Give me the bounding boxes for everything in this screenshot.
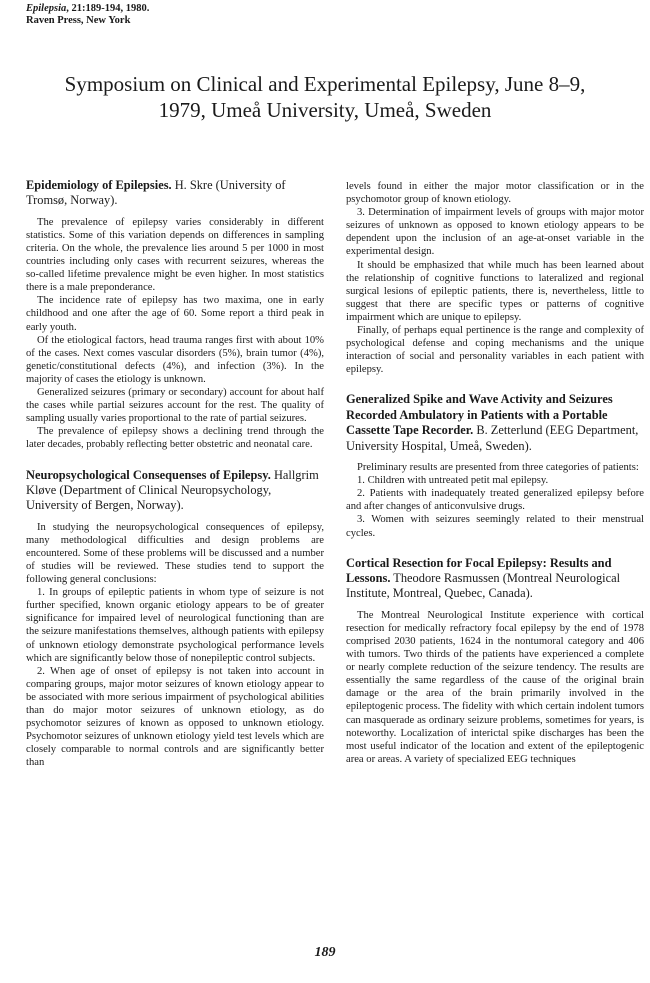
- abstract-title: Generalized Spike and Wave Activity and Seizures Recorded Ambulatory in Patients with a Portable Cassette Tape Recorder.: [346, 392, 613, 438]
- abstract-heading: [346, 392, 644, 454]
- paragraph: In studying the neuropsychological consequences of epilepsy, many methodological difficulties and design problems are encountered. Some of these problems will be discussed and a number of studies will be reviewed. These studies tend to support the following general conclusions:: [26, 521, 324, 586]
- abstract-title: Neuropsychological Consequenses of Epilepsy.: [26, 467, 271, 482]
- paragraph: 2. Patients with inadequately treated generalized epilepsy before and after changes of anticonvulsive drugs.: [346, 488, 644, 513]
- right-column: [346, 180, 644, 766]
- abstract-authors: Theodore Rasmussen (Montreal Neurological Institute, Montreal, Quebec, Canada).: [346, 571, 621, 601]
- paragraph: Of the etiological factors, head trauma ranges first with about 10% of the cases. Next comes vascular disorders (5%), brain tumor (4%), genetic/constitutional defects (4%), and infection (3%). In the majority of cases the etiology is unknown.: [26, 334, 324, 385]
- paragraph: levels found in either the major motor classification or in the psychomotor group of known etiology.: [346, 181, 644, 206]
- abstract-neuropsychological-continued: [346, 180, 644, 376]
- publisher: Raven Press, New York: [26, 15, 131, 26]
- paragraph: 2. When age of onset of epilepsy is not taken into account in comparing groups, major motor seizures of known etiology appear to be associated with more serious impairment of psychological abilities than do major motor seizures of unknown etiology, as do psychomotor seizures of known as opposed to unknown etiology. Psychomotor seizures of unknown etiology yield test levels which are closely comparable to normal controls and are significantly better than: [26, 665, 324, 769]
- paragraph: The prevalence of epilepsy shows a declining trend through the later decades, probably reflecting better obstetric and neonatal care.: [26, 426, 324, 451]
- abstract-heading: [346, 556, 644, 602]
- paragraph: 3. Determination of impairment levels of groups with major motor seizures of unknown as opposed to known etiology appears to be dependent upon the inclusion of an age-at-onset variable in the experimental design.: [346, 207, 644, 258]
- abstract-spike-wave: [346, 392, 644, 539]
- journal-volume-pages: , 21:189-194, 1980.: [66, 3, 150, 14]
- paragraph: The incidence rate of epilepsy has two maxima, one in early childhood and one after the age of 60. Some report a third peak in early youth.: [26, 295, 324, 333]
- paragraph: 1. Children with untreated petit mal epilepsy.: [357, 475, 549, 487]
- abstract-epidemiology: [26, 178, 324, 452]
- paragraph: 1. In groups of epileptic patients in whom type of seizure is not further specified, known organic etiology appears to be of greater significance for impaired level of neurological functioning than are the seizure manifestations themselves, although patients with epilepsy of unknown etiology demonstrate psychological performance levels which are significantly below those of nonepileptic control subjects.: [26, 587, 324, 664]
- paragraph: 3. Women with seizures seemingly related to their menstrual cycles.: [346, 514, 644, 539]
- journal-citation: [26, 3, 149, 15]
- abstract-authors: B. Zetterlund (EEG Department, University Hospital, Umeå, Sweden).: [346, 423, 639, 453]
- abstract-title: Epidemiology of Epilepsies.: [26, 178, 172, 192]
- abstract-neuropsychological: [26, 468, 324, 770]
- abstract-cortical-resection: [346, 556, 644, 766]
- paragraph: The prevalence of epilepsy varies considerably in different statistics. Some of this variation depends on differences in sampling criteria. On the whole, the prevalence lies around 5 per 1000 in most countries including only cases with recurrent seizures, whereas the so-called lifetime prevalence might be even higher. In most statistics there is a male preponderance.: [26, 216, 324, 294]
- journal-masthead: [26, 3, 149, 27]
- left-column: [26, 178, 324, 770]
- abstract-authors: H. Skre (University of Tromsø, Norway).: [26, 178, 286, 208]
- abstract-heading: [26, 468, 324, 514]
- page-number: 189: [314, 945, 336, 960]
- paragraph: Generalized seizures (primary or secondary) account for about half the cases while partial seizures account for the rest. The quality of sampling usually varies proportional to the rate of partial seizures.: [26, 387, 324, 425]
- journal-name: Epilepsia: [26, 3, 67, 14]
- abstract-heading: [26, 178, 324, 209]
- paragraph: Finally, of perhaps equal pertinence is the range and complexity of psychological defense and coping mechanisms and the unique interaction of social and personality variables in each patient with epilepsy.: [346, 325, 644, 376]
- abstract-title: Cortical Resection for Focal Epilepsy: Results and Lessons.: [346, 555, 612, 585]
- symposium-title: Symposium on Clinical and Experimental Epilepsy, June 8–9, 1979, Umeå University, Umeå, Sweden: [64, 72, 586, 122]
- paragraph: Preliminary results are presented from three categories of patients:: [357, 462, 639, 474]
- paragraph: It should be emphasized that while much has been learned about the relationship of cognitive functions to lateralized and regional surgical lesions of epileptic patients, there is, nevertheless, little to suggest that there are specific types or patterns of cognitive impairment which are unique to epilepsy.: [346, 259, 644, 323]
- paragraph: The Montreal Neurological Institute experience with cortical resection for medically refractory focal epilepsy by the end of 1978 comprised 2030 patients, 1624 in the nontumoral category and 406 with tumors. Two thirds of the patients have experienced a complete or nearly complete reduction of the seizure tendency. The results are essentially the same regardless of the cause of the original brain damage or the area of the brain primarily involved in the epileptogenic process. The fidelity with which certain indolent tumors can masquerade as ordinary seizure problems, sometimes for years, is noteworthy. Localization of interictal spike discharges has been the most useful indicator of the location and extent of the epileptogenic area or areas. A variety of specialized EEG techniques: [346, 609, 644, 765]
- abstract-authors: Hallgrim Kløve (Department of Clinical Neuropsychology, University of Bergen, Norway).: [26, 467, 319, 513]
